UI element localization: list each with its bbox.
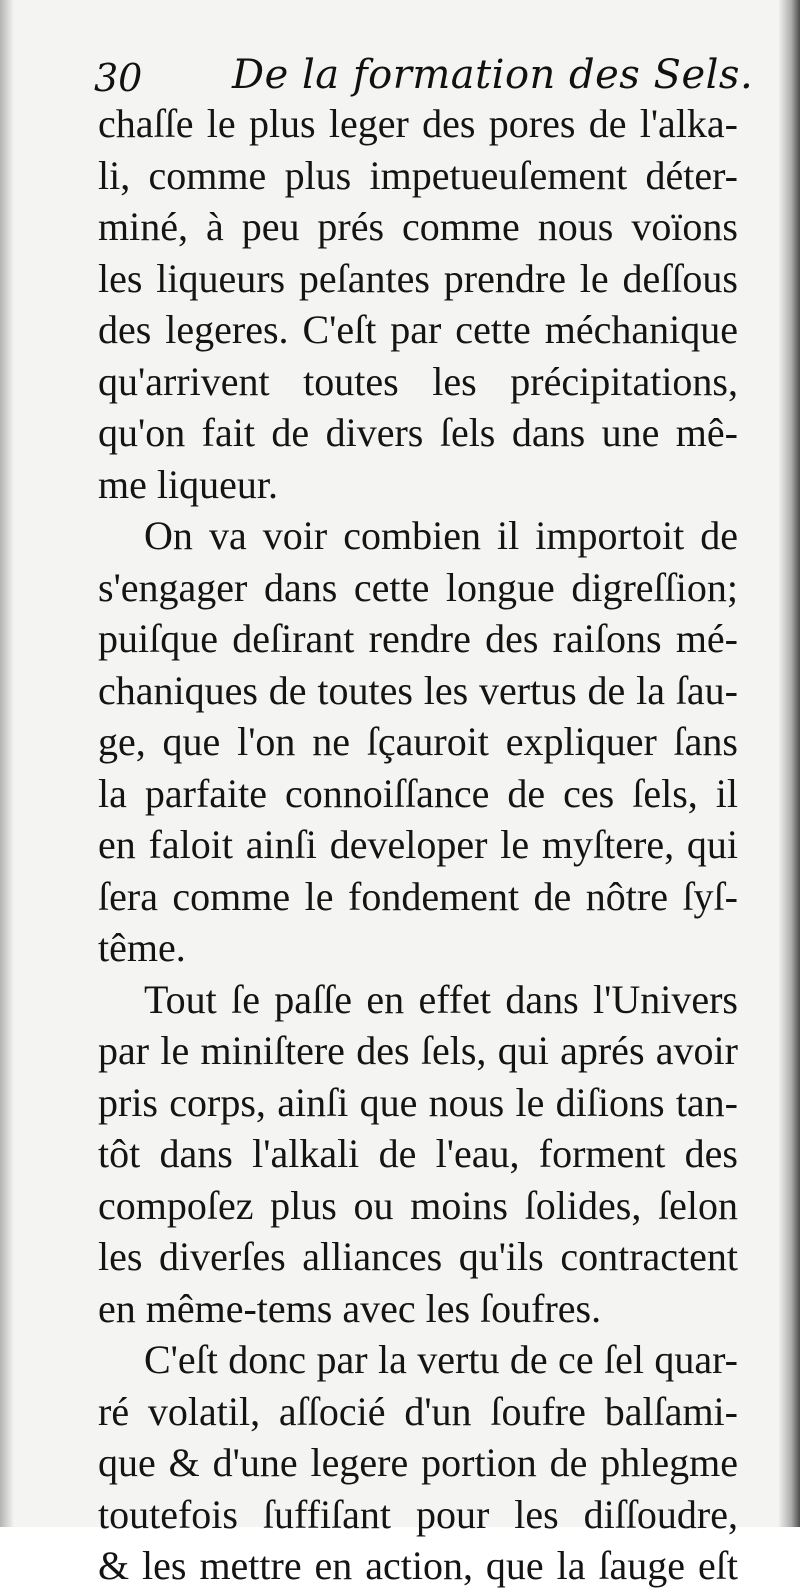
text-line: s'engager dans cette longue digreſſion; <box>98 564 738 610</box>
text-line: & les mettre en action, que la ſauge eſt <box>98 1543 738 1588</box>
text-line: puiſque deſirant rendre des raiſons mé- <box>98 616 738 661</box>
text-line: en même-tems avec les ſoufres. <box>98 1285 602 1331</box>
text-line: miné, à peu prés comme nous voïons <box>98 204 738 249</box>
text-line: compoſez plus ou moins ſolides, ſelon <box>98 1182 738 1228</box>
text-line: les liqueurs peſantes prendre le deſſous <box>98 255 738 301</box>
text-line: chaſſe le plus leger des pores de l'alka- <box>98 101 738 146</box>
text-line: que & d'une legere portion de phlegme <box>98 1440 738 1485</box>
text-line: pris corps, ainſi que nous le diſions tan- <box>98 1079 738 1125</box>
text-line: chaniques de toutes les vertus de la ſau- <box>98 667 738 713</box>
text-line: qu'arrivent toutes les précipitations, <box>98 358 738 404</box>
paragraph-3 <box>98 974 738 1335</box>
page-number: 30 <box>94 56 143 100</box>
text-line: ré volatil, aſſocié d'un ſoufre balſami- <box>98 1388 738 1434</box>
body-text <box>98 98 738 1592</box>
text-line: en faloit ainſi developer le myſtere, qui <box>98 822 738 867</box>
text-line: Tout ſe paſſe en effet dans l'Univers <box>144 976 738 1022</box>
text-line: ge, que l'on ne ſçauroit expliquer ſans <box>98 719 738 764</box>
paragraph-4 <box>98 1334 738 1592</box>
text-line: On va voir combien il importoit de <box>144 513 738 558</box>
text-line: me liqueur. <box>98 461 278 507</box>
text-line: les diverſes alliances qu'ils contractent <box>98 1234 738 1279</box>
paragraph-1 <box>98 98 738 510</box>
text-line: qu'on fait de divers ſels dans une mê- <box>98 410 738 455</box>
text-line: ſera comme le fondement de nôtre ſyſ- <box>98 873 738 919</box>
text-line: tême. <box>98 925 186 970</box>
text-line: toutefois ſuffiſant pour les diſſoudre, <box>98 1491 738 1537</box>
text-line: li, comme plus impetueuſement déter- <box>98 152 738 198</box>
text-line: la parfaite connoiſſance de ces ſels, il <box>98 770 738 816</box>
text-line: par le miniſtere des ſels, qui aprés avoir <box>98 1028 738 1073</box>
text-line: tôt dans l'alkali de l'eau, forment des <box>98 1131 738 1176</box>
text-line: C'eſt donc par la vertu de ce ſel quar- <box>144 1337 738 1382</box>
text-line: des legeres. C'eſt par cette méchanique <box>98 307 738 352</box>
paragraph-2 <box>98 510 738 974</box>
running-title: De la formation des Sels. <box>232 52 754 98</box>
